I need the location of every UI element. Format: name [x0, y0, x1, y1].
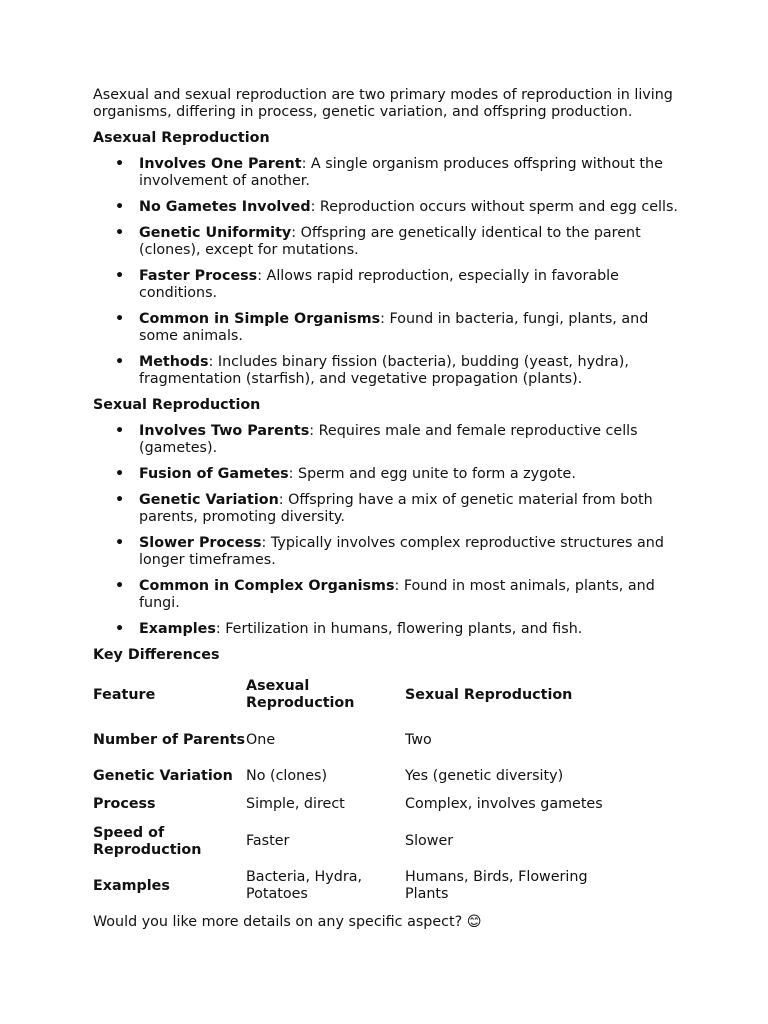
table-row-label: Examples [93, 877, 170, 894]
table-row [93, 717, 605, 763]
list-item: • Slower Process: Typically involves complex reproductive structures and longer timeframes. [93, 535, 683, 569]
key-differences-heading: Key Differences [93, 647, 220, 663]
table-header-cell: Asexual Reproduction [246, 678, 355, 711]
list-item: • Common in Complex Organisms: Found in most animals, plants, and fungi. [93, 578, 683, 612]
list-item: • Involves Two Parents: Requires male and female reproductive cells (gametes). [93, 423, 683, 457]
intro-paragraph: Asexual and sexual reproduction are two primary modes of reproduction in living organisms, differing in process, genetic variation, and offspring production. [93, 87, 673, 120]
table-row [93, 819, 605, 864]
table-row-label: Genetic Variation [93, 768, 233, 784]
table-header-cell: Sexual Reproduction [405, 686, 573, 703]
list-item: • Fusion of Gametes: Sperm and egg unite to form a zygote. [93, 466, 683, 483]
table-cell: Faster [246, 833, 290, 849]
table-cell: Yes (genetic diversity) [405, 768, 564, 784]
table-row [93, 864, 605, 908]
table-cell: Slower [405, 833, 454, 849]
document-content [93, 87, 683, 931]
table-row [93, 763, 605, 790]
list-item: • Methods: Includes binary fission (bacteria), budding (yeast, hydra), fragmentation (starfish), and vegetative propagation (plants). [93, 354, 683, 388]
table-header-cell: Feature [93, 686, 156, 703]
list-item: • Genetic Uniformity: Offspring are genetically identical to the parent (clones), except for mutations. [93, 225, 683, 259]
table-row-label: Number of Parents [93, 731, 246, 748]
table-header-row [93, 673, 605, 717]
table-row-label: Process [93, 796, 156, 812]
list-item: • No Gametes Involved: Reproduction occurs without sperm and egg cells. [93, 199, 683, 216]
sexual-heading: Sexual Reproduction [93, 397, 261, 413]
table-cell: No (clones) [246, 768, 328, 784]
table-cell: Two [405, 731, 432, 748]
table-cell: Simple, direct [246, 796, 345, 812]
list-item: • Involves One Parent: A single organism produces offspring without the involvement of another. [93, 156, 683, 190]
table-cell: One [246, 731, 276, 748]
table-row [93, 790, 605, 819]
sexual-list [93, 423, 683, 638]
asexual-list [93, 156, 683, 388]
list-item: • Common in Simple Organisms: Found in bacteria, fungi, plants, and some animals. [93, 311, 683, 345]
closing-question: Would you like more details on any specific aspect? 😊 [93, 914, 482, 930]
asexual-heading: Asexual Reproduction [93, 130, 270, 146]
table-cell: Bacteria, Hydra, Potatoes [246, 869, 363, 902]
table-row-label: Speed of Reproduction [93, 824, 202, 858]
list-item: • Examples: Fertilization in humans, flowering plants, and fish. [93, 621, 683, 638]
differences-table [93, 673, 605, 908]
table-cell: Humans, Birds, Flowering Plants [405, 869, 588, 902]
table-cell: Complex, involves gametes [405, 796, 603, 812]
list-item: • Genetic Variation: Offspring have a mix of genetic material from both parents, promoting diversity. [93, 492, 683, 526]
list-item: • Faster Process: Allows rapid reproduction, especially in favorable conditions. [93, 268, 683, 302]
